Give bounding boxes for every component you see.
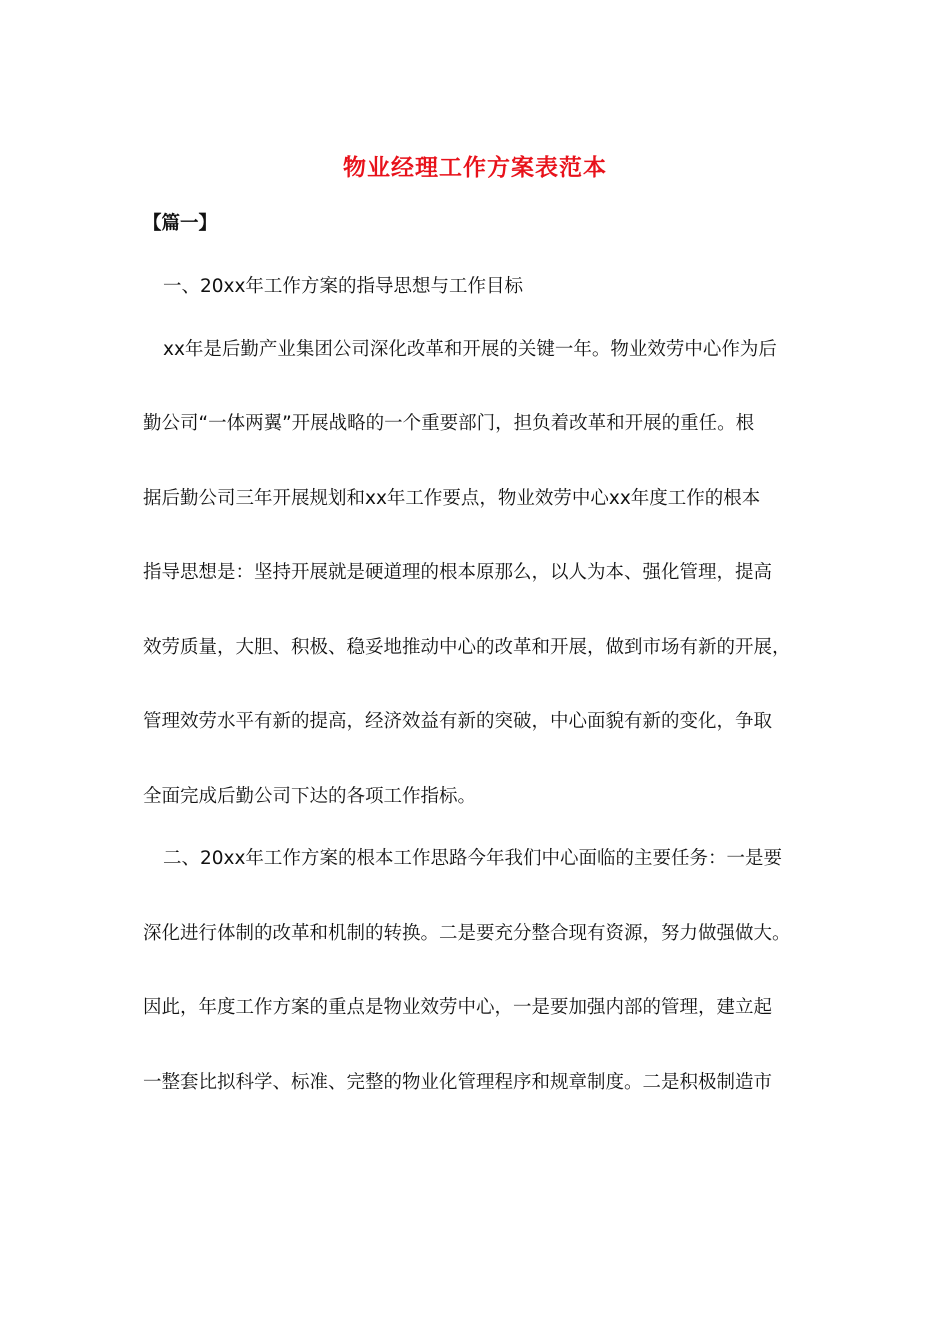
paragraph-line: 管理效劳水平有新的提高，经济效益有新的突破，中心面貌有新的变化，争取 bbox=[143, 711, 773, 732]
document-title: 物业经理工作方案表范本 bbox=[343, 154, 607, 181]
paragraph-line: xx年是后勤产业集团公司深化改革和开展的关键一年。物业效劳中心作为后 bbox=[163, 339, 777, 360]
paragraph-line: 深化进行体制的改革和机制的转换。二是要充分整合现有资源，努力做强做大。 bbox=[143, 923, 791, 944]
paragraph-line: 一整套比拟科学、标准、完整的物业化管理程序和规章制度。二是积极制造市 bbox=[143, 1072, 773, 1093]
paragraph-line: 勤公司“一体两翼”开展战略的一个重要部门，担负着改革和开展的重任。根 bbox=[143, 413, 755, 434]
paragraph-line: 指导思想是：坚持开展就是硬道理的根本原那么，以人为本、强化管理，提高 bbox=[143, 562, 773, 583]
heading-line-2: 二、20xx年工作方案的根本工作思路今年我们中心面临的主要任务：一是要 bbox=[163, 848, 782, 869]
heading-line-1: 一、20xx年工作方案的指导思想与工作目标 bbox=[163, 276, 523, 297]
paragraph-line: 效劳质量，大胆、积极、稳妥地推动中心的改革和开展，做到市场有新的开展， bbox=[143, 637, 791, 658]
paragraph-line: 因此，年度工作方案的重点是物业效劳中心，一是要加强内部的管理，建立起 bbox=[143, 997, 773, 1018]
paragraph-line: 全面完成后勤公司下达的各项工作指标。 bbox=[143, 786, 477, 807]
paragraph-line: 据后勤公司三年开展规划和xx年工作要点，物业效劳中心xx年度工作的根本 bbox=[143, 488, 761, 509]
section-label: 【篇一】 bbox=[143, 213, 218, 234]
